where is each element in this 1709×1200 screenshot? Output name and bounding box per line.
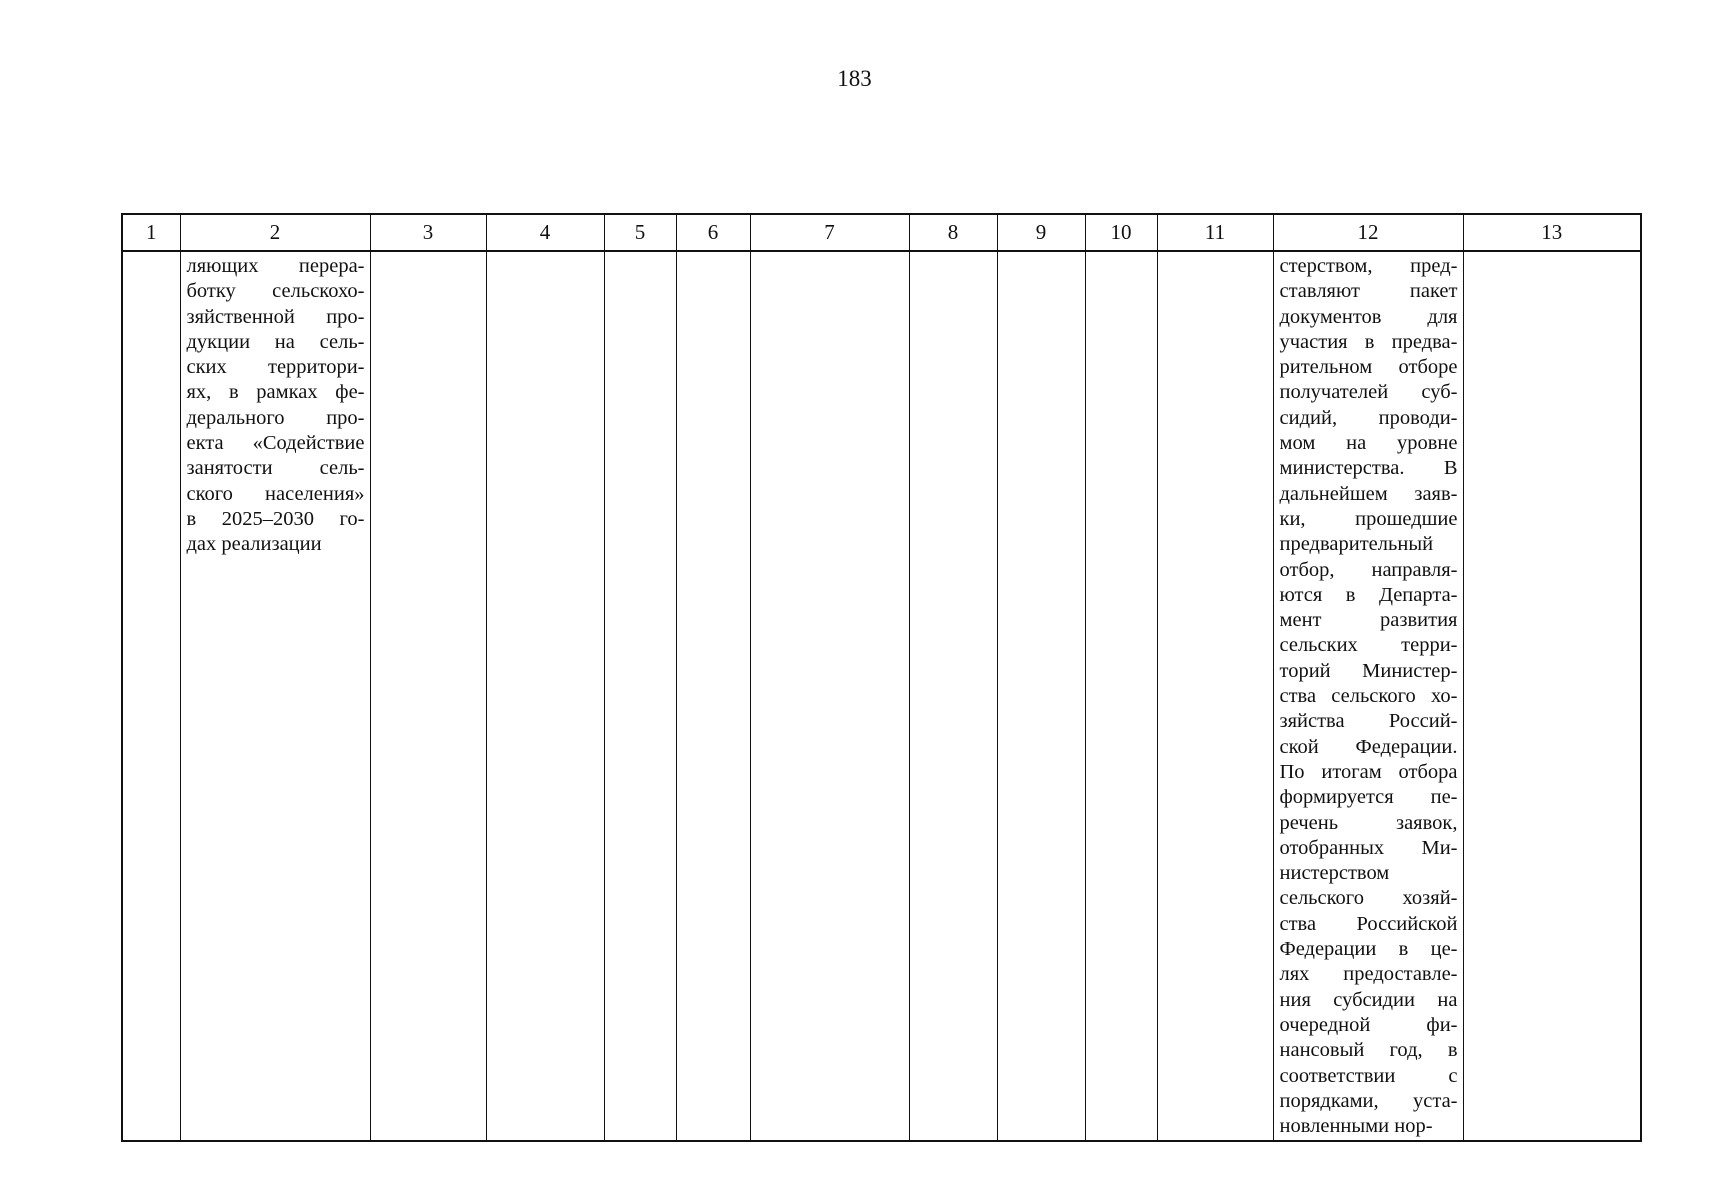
- text-line: министерства. В: [1279, 457, 1458, 480]
- text-line: речень заявок,: [1279, 811, 1458, 834]
- column-header-11: 11: [1157, 214, 1273, 251]
- text-line: мент развития: [1279, 609, 1458, 632]
- text-line: зяйства Россий-: [1279, 710, 1458, 733]
- text-line: ской Федерации.: [1279, 735, 1458, 758]
- text-line: очередной фи-: [1279, 1013, 1458, 1036]
- text-line: зяйственной про-: [186, 305, 365, 328]
- text-line: нансовый год, в: [1279, 1039, 1458, 1062]
- table-row: [122, 251, 1641, 1141]
- cell-col-7: [750, 251, 909, 1141]
- text-line: ботку сельскохо-: [186, 280, 365, 303]
- column-header-2: 2: [180, 214, 370, 251]
- cell-col-2-text: [181, 252, 370, 558]
- text-line: занятости сель-: [186, 457, 365, 480]
- data-table: [121, 213, 1642, 1142]
- text-line: в 2025–2030 го-: [186, 507, 365, 530]
- text-line: получателей суб-: [1279, 381, 1458, 404]
- text-line: ства Российской: [1279, 912, 1458, 935]
- text-line: участия в предва-: [1279, 330, 1458, 353]
- text-line: мом на уровне: [1279, 432, 1458, 455]
- text-line: По итогам отбора: [1279, 760, 1458, 783]
- text-line: ского населения»: [186, 482, 365, 505]
- cell-col-12-text: [1274, 252, 1463, 1139]
- text-line: сельского хозяй-: [1279, 887, 1458, 910]
- column-header-10: 10: [1085, 214, 1157, 251]
- text-line: отбор, направля-: [1279, 558, 1458, 581]
- text-line: ляющих перера-: [186, 255, 365, 277]
- column-header-9: 9: [997, 214, 1085, 251]
- column-header-7: 7: [750, 214, 909, 251]
- cell-col-1: [122, 251, 180, 1141]
- text-line: ки, прошедшие: [1279, 507, 1458, 530]
- text-line: соответствии с: [1279, 1064, 1458, 1087]
- text-line: ются в Департа-: [1279, 583, 1458, 606]
- text-line: новленными нор-: [1279, 1115, 1433, 1138]
- column-header-13: 13: [1463, 214, 1641, 251]
- cell-col-13: [1463, 251, 1641, 1141]
- cell-col-10: [1085, 251, 1157, 1141]
- column-header-1: 1: [122, 214, 180, 251]
- text-line: порядками, уста-: [1279, 1089, 1458, 1112]
- text-line: дах реализации: [186, 533, 322, 556]
- page-number: 183: [837, 66, 872, 91]
- text-line: стерством, пред-: [1279, 255, 1458, 277]
- column-header-6: 6: [676, 214, 750, 251]
- text-line: дукции на сель-: [186, 330, 365, 353]
- table-header-row: [122, 214, 1641, 251]
- column-header-3: 3: [370, 214, 486, 251]
- text-line: торий Министер-: [1279, 659, 1458, 682]
- column-header-4: 4: [486, 214, 604, 251]
- text-line: ях, в рамках фе-: [186, 381, 365, 404]
- column-header-12: 12: [1273, 214, 1463, 251]
- cell-col-6: [676, 251, 750, 1141]
- text-line: дальнейшем заяв-: [1279, 482, 1458, 505]
- text-line: екта «Содействие: [186, 432, 365, 455]
- cell-col-8: [909, 251, 997, 1141]
- text-line: рительном отборе: [1279, 356, 1458, 379]
- text-line: ских территори-: [186, 356, 365, 379]
- text-line: ставляют пакет: [1279, 280, 1458, 303]
- cell-col-4: [486, 251, 604, 1141]
- text-line: Федерации в це-: [1279, 938, 1458, 961]
- column-header-5: 5: [604, 214, 676, 251]
- text-line: отобранных Ми-: [1279, 836, 1458, 859]
- text-line: ния субсидии на: [1279, 988, 1458, 1011]
- cell-col-5: [604, 251, 676, 1141]
- cell-col-11: [1157, 251, 1273, 1141]
- text-line: сидий, проводи-: [1279, 406, 1458, 429]
- text-line: лях предоставле-: [1279, 963, 1458, 986]
- text-line: нистерством: [1279, 862, 1390, 885]
- cell-col-9: [997, 251, 1085, 1141]
- text-line: сельских терри-: [1279, 634, 1458, 657]
- text-line: дерального про-: [186, 406, 365, 429]
- cell-col-12: [1273, 251, 1463, 1141]
- cell-col-3: [370, 251, 486, 1141]
- text-line: предварительный: [1279, 533, 1434, 556]
- cell-col-2: [180, 251, 370, 1141]
- column-header-8: 8: [909, 214, 997, 251]
- text-line: документов для: [1279, 305, 1458, 328]
- text-line: ства сельского хо-: [1279, 685, 1458, 708]
- text-line: формируется пе-: [1279, 786, 1458, 809]
